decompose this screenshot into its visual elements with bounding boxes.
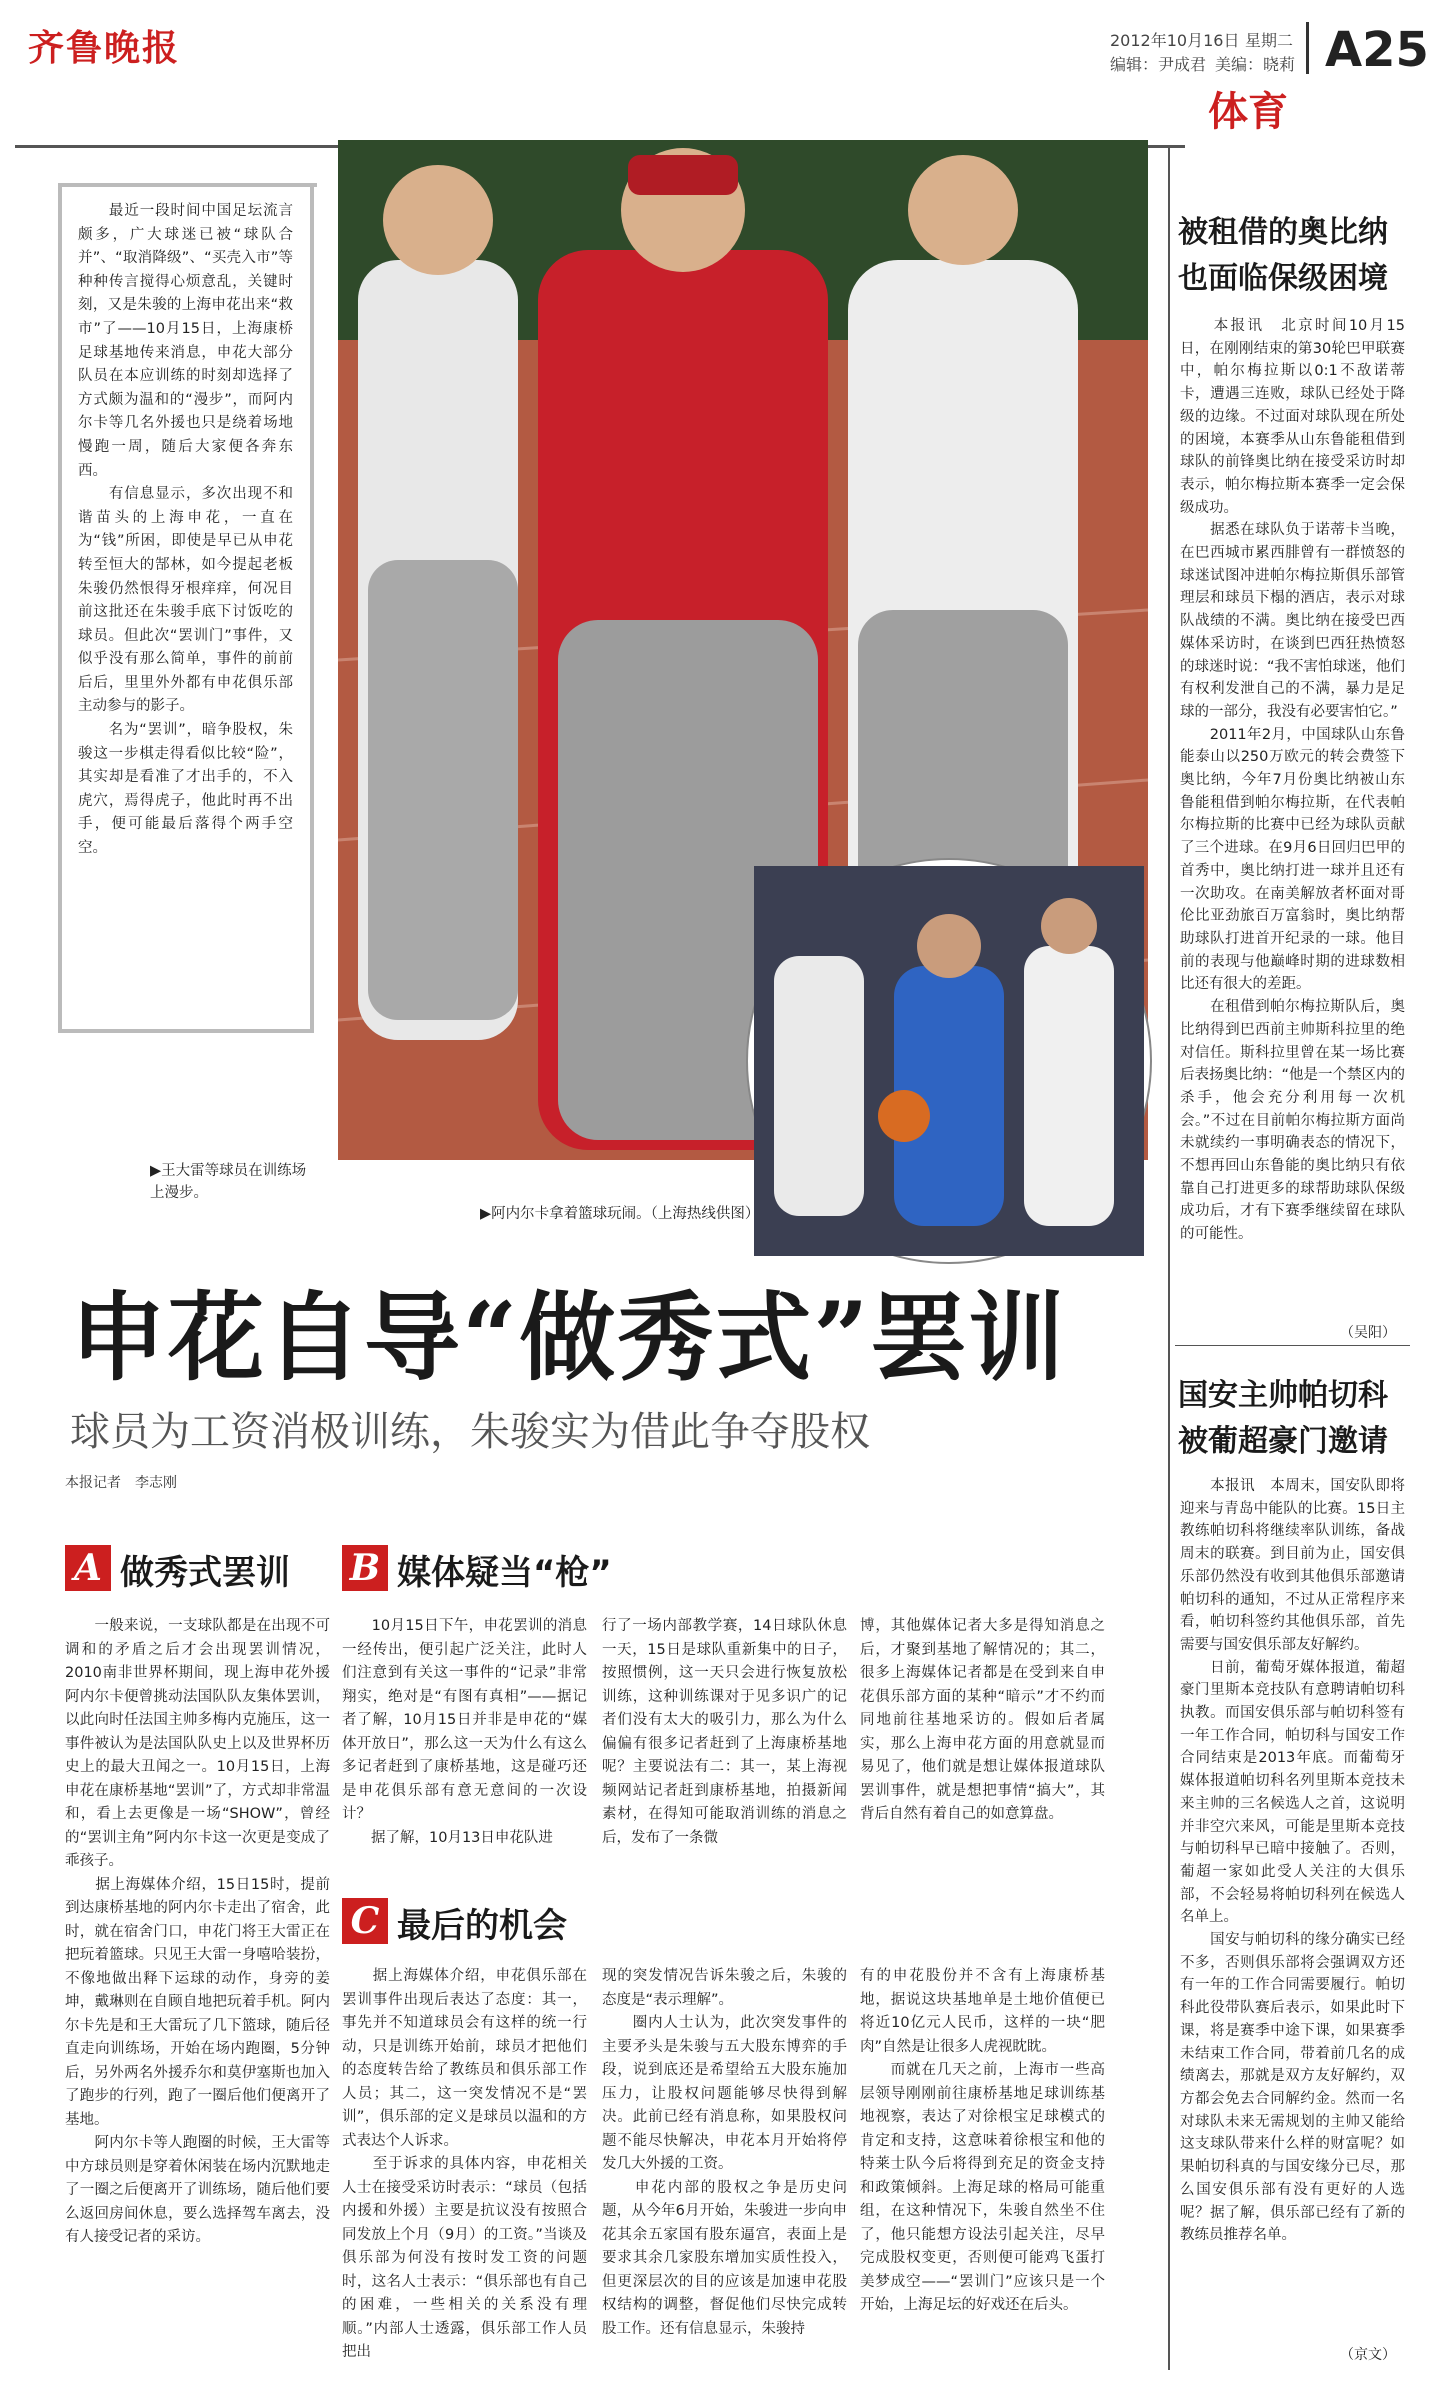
section-c-title: 最后的机会 xyxy=(397,1906,567,1946)
sidebar-article1-title-line1: 被租借的奥比纳 xyxy=(1178,215,1388,250)
inset-photo xyxy=(748,860,1150,1262)
section-a-text: 一般来说，一支球队都是在出现不可调和的矛盾之后才会出现罢训情况，2010南非世界杯期间，现上海申花外援阿内尔卡便曾挑动法国队队友集体罢训，以此向时任法国主帅多梅内克施压，这一事件被认为是法国队队史上以及世界杯历史上的最大丑闻之一。10月15日，上海申花在康桥基地“罢训”了，方式却非常温和，看上去更像是一场“SHOW”，曾经的“罢训主角”阿内尔卡这一次更是变成了乖孩子。 据上海媒体介绍，15日15时，提前到达康桥基地的阿内尔卡走出了宿舍，此时，就在宿舍门口，申花门将王大雷正在把玩着篮球。只见王大雷一身嘻哈装扮，不像地做出释下运球的动作，身旁的姜坤，戴琳则在自顾自地把玩着手机。阿内尔卡先是和王大雷玩了几下篮球，随后径直走向训练场，开始在场内跑圈，5分钟后，另外两名外援乔尔和莫伊塞斯也加入了跑步的行列，跑了一圈后他们便离开了基地。 阿内尔卡等人跑圈的时候，王大雷等中方球员则是穿着休闲装在场内沉默地走了一圈之后便离开了训练场，随后他们要么返回房间休息，要么选择驾车离去，没有人接受记者的采访。 xyxy=(65,1618,330,2245)
photo2-caption: ▶阿内尔卡拿着篮球玩闹。（上海热线供图） xyxy=(480,1206,760,1222)
basketball-photo xyxy=(754,866,1144,1256)
section-a-letter: A xyxy=(65,1545,111,1591)
sidebar-article2-title-line2: 被葡超豪门邀请 xyxy=(1178,1424,1388,1459)
intro-text: 最近一段时间中国足坛流言颇多，广大球迷已被“球队合并”、“取消降级”、“买壳入市”等种种传言搅得心烦意乱，关键时刻，又是朱骏的上海申花出来“救市”了——10月15日，上海康桥足球基地传来消息，申花大部分队员在本应训练的时刻却选择了方式颇为温和的“漫步”，而阿内尔卡等几名外援也只是绕着场地慢跑一周，随后大家便各奔东西。 有信息显示，多次出现不和谐苗头的上海申花，一直在为“钱”所困，即使是早已从申花转至恒大的郜林，如今提起老板朱骏仍然恨得牙根痒痒，何况目前这批还在朱骏手底下讨饭吃的球员。但此次“罢训门”事件，又似乎没有那么简单，事件的前前后后，里里外外都有申花俱乐部主动参与的影子。 名为“罢训”，暗争股权，朱骏这一步棋走得看似比较“险”，其实却是看准了才出手的，不入虎穴，焉得虎子，他此时再不出手，便可能最后落得个两手空空。 xyxy=(78,203,293,857)
sidebar-article2-title-line1: 国安主帅帕切科 xyxy=(1178,1378,1388,1413)
section-b-text-col2: 行了一场内部教学赛，14日球队休息一天，15日是球队重新集中的日子，按照惯例，这一天只会进行恢复放松训练，这种训练课对于见多识广的记者们没有太大的吸引力，那么为什么偏偏有很多记者赶到了上海康桥基地呢？主要说法有二：其一，某上海视频网站记者赶到康桥基地，拍摄新闻素材，在得知可能取消训练的消息之后，发布了一条微 xyxy=(602,1618,847,1846)
sidebar-article1-title-line2: 也面临保级困境 xyxy=(1178,261,1388,296)
section-b-text-col1: 10月15日下午，申花罢训的消息一经传出，便引起广泛关注，此时人们注意到有关这一事件的“记录”非常翔实，绝对是“有图有真相”——据记者了解，10月15日并非是申花的“媒体开放日”，那么这一天为什么有这么多记者赶到了康桥基地，这是碰巧还是申花俱乐部有意无意间的一次设计？ 据了解，10月13日申花队进 xyxy=(342,1618,587,1846)
sidebar-article2-text: 本报讯 本周末，国安队即将迎来与青岛中能队的比赛。15日主教练帕切科将继续率队训练，备战周末的联赛。到目前为止，国安俱乐部仍然没有收到其他俱乐部邀请帕切科的通知，不过从正常程序来看，帕切科签约其他俱乐部，首先需要与国安俱乐部友好解约。 日前，葡萄牙媒体报道，葡超豪门里斯本竞技队有意聘请帕切科执教。而国安俱乐部与帕切科签有一年工作合同，帕切科与国安工作合同结束是2013年底。而葡萄牙媒体报道帕切科名列里斯本竞技未来主帅的三名候选人之首，这说明并非空穴来风，可能是里斯本竞技与帕切科早已暗中接触了。否则，葡超一家如此受人关注的大俱乐部，不会轻易将帕切科列在候选人名单上。 国安与帕切科的缘分确实已经不多，否则俱乐部将会强调双方还有一年的工作合同需要履行。帕切科此役带队赛后表示，如果此时下课，将是赛季中途下课，如果赛季未结束工作合同，带着前几名的成绩离去，那就是双方友好解约，双方都会免去合同解约金。然而一名对球队未来无需规划的主帅又能给这支球队带来什么样的财富呢？如果帕切科真的与国安缘分已尽，那么国安俱乐部有没有更好的人选呢？据了解，俱乐部已经有了新的教练员推荐名单。 xyxy=(1180,1478,1405,2244)
page-number: A25 xyxy=(1325,22,1429,78)
sidebar-divider xyxy=(1168,145,1170,2370)
section-b-text-col3: 博，其他媒体记者大多是得知消息之后，才聚到基地了解情况的；其二，很多上海媒体记者都是在受到来自申花俱乐部方面的某种“暗示”才不约而同地前往基地采访的。假如后者属实，那么上海申花方面的用意就显而易见了，他们就是想让媒体报道球队罢训事件，就是想把事情“搞大”，其背后自然有着自己的如意算盘。 xyxy=(860,1618,1105,1822)
photo1-caption: ▶王大雷等球员在训练场上漫步。 xyxy=(150,1163,307,1201)
editor-credit: 编辑：尹成君 xyxy=(1110,55,1207,74)
section-c-text-col3: 有的申花股份并不含有上海康桥基地，据说这块基地单是土地价值便已将近10亿元人民币，这样的一块“肥肉”自然是让很多人虎视眈眈。 而就在几天之前，上海市一些高层领导刚刚前往康桥基地足球训练基地视察，表达了对徐根宝足球模式的肯定和支持，这意味着徐根宝和他的特莱士队今后将得到充足的资金支持和政策倾斜。上海足球的格局可能重组，在这种情况下，朱骏自然坐不住了，他只能想方设法引起关注，尽早完成股权变更，否则便可能鸡飞蛋打美梦成空——“罢训门”应该只是一个开始，上海足坛的好戏还在后头。 xyxy=(860,1968,1105,2313)
designer-credit: 美编：晓莉 xyxy=(1215,55,1296,74)
masthead-divider xyxy=(1306,22,1309,74)
section-b-title: 媒体疑当“枪” xyxy=(397,1553,612,1593)
section-c-text-col2: 现的突发情况告诉朱骏之后，朱骏的态度是“表示理解”。 圈内人士认为，此次突发事件的主要矛头是朱骏与五大股东博弈的手段，说到底还是希望给五大股东施加压力，让股权问题能够尽快得到解决。此前已经有消息称，如果股权问题不能尽快解决，申花本月开始将停发几大外援的工资。 申花内部的股权之争是历史问题，从今年6月开始，朱骏进一步向申花其余五家国有股东逼宫，表面上是要求其余几家股东增加实质性投入，但更深层次的目的应该是加速申花股权结构的调整，督促他们尽快完成转股工作。还有信息显示，朱骏持 xyxy=(602,1968,847,2337)
newspaper-logo: 齐鲁晚报 xyxy=(28,27,181,69)
section-c-text-col1: 据上海媒体介绍，申花俱乐部在罢训事件出现后表达了态度：其一，事先并不知道球员会有这样的统一行动，只是训练开始前，球员才把他们的态度转告给了教练员和俱乐部工作人员；其二，这一突发情况不是“罢训”，俱乐部的定义是球员以温和的方式表达个人诉求。 至于诉求的具体内容，申花相关人士在接受采访时表示：“球员（包括内援和外援）主要是抗议没有按照合同发放上个月（9月）的工资。”当谈及俱乐部为何没有按时发工资的问题时，这名人士表示：“俱乐部也有自己的困难，一些相关的关系没有理顺。”内部人士透露，俱乐部工作人员把出 xyxy=(342,1968,587,2360)
sidebar-article2-byline: （京文） xyxy=(1340,2347,1396,2363)
section-c-letter: C xyxy=(342,1898,388,1944)
byline: 本报记者 李志刚 xyxy=(65,1475,177,1491)
issue-date: 2012年10月16日 xyxy=(1110,31,1240,50)
main-headline: 申花自导“做秀式”罢训 xyxy=(70,1281,1067,1394)
sidebar-article1-byline: （吴阳） xyxy=(1340,1325,1396,1341)
section-b-letter: B xyxy=(342,1545,388,1591)
main-subheadline: 球员为工资消极训练，朱骏实为借此争夺股权 xyxy=(70,1409,870,1455)
sidebar-article1-text: 本报讯 北京时间10月15日，在刚刚结束的第30轮巴甲联赛中，帕尔梅拉斯以0:1不敌诺蒂卡，遭遇三连败，球队已经处于降级的边缘。不过面对球队现在所处的困境，本赛季从山东鲁能租借到球队的前锋奥比纳在接受采访时却表示，帕尔梅拉斯本赛季一定会保级成功。 据悉在球队负于诺蒂卡当晚，在巴西城市累西腓曾有一群愤怒的球迷试图冲进帕尔梅拉斯俱乐部管理层和球员下榻的酒店，表示对球队战绩的不满。奥比纳在接受巴西媒体采访时，在谈到巴西狂热愤怒的球迷时说：“我不害怕球迷，他们有权利发泄自己的不满，暴力是足球的一部分，我没有必要害怕它。” 2011年2月，中国球队山东鲁能泰山以250万欧元的转会费签下奥比纳，今年7月份奥比纳被山东鲁能租借到帕尔梅拉斯，在代表帕尔梅拉斯的比赛中已经为球队贡献了三个进球。在9月6日回归巴甲的首秀中，奥比纳打进一球并且还有一次助攻。在南美解放者杯面对哥伦比亚劲旅百万富翁时，奥比纳帮助球队打进首开纪录的一球。他目前的表现与他巅峰时期的进球数相比还有很大的差距。 在租借到帕尔梅拉斯队后，奥比纳得到巴西前主帅斯科拉里的绝对信任。斯科拉里曾在某一场比赛后表扬奥比纳：“他是一个禁区内的杀手，他会充分利用每一次机会。”不过在目前帕尔梅拉斯方面尚未就续约一事明确表态的情况下，不想再回山东鲁能的奥比纳只有依靠自己打进更多的球帮助球队保级成功后，才有下赛季继续留在球队的可能性。 xyxy=(1180,318,1406,1243)
section-a-title: 做秀式罢训 xyxy=(120,1553,290,1593)
sidebar-separator xyxy=(1175,1345,1410,1346)
section-name: 体育 xyxy=(1208,88,1288,135)
issue-weekday: 星期二 xyxy=(1245,31,1294,50)
